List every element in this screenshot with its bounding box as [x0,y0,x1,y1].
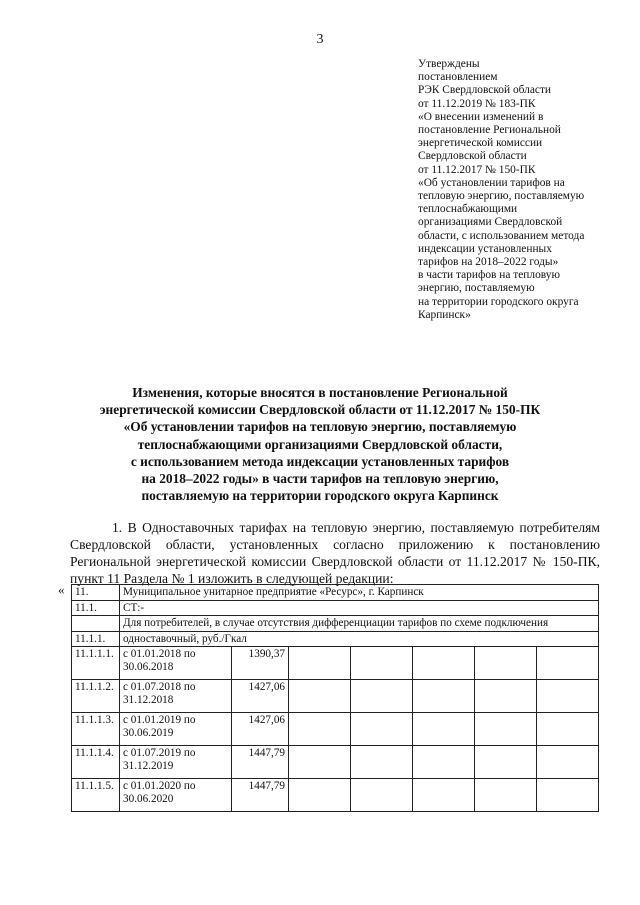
row-number-cell: 11.1.1.1. [72,647,120,680]
table-row [72,585,599,601]
period-cell: с 01.01.2018 по 30.06.2018 [120,647,232,680]
consumers-note-cell: Для потребителей, в случае отсутствия дифференциации тарифов по схеме подключения [120,616,599,632]
heading-line: «Об установлении тарифов на тепловую энергию, поставляемую [123,419,517,435]
empty-cell [537,746,599,779]
body-paragraph: 1. В Одноставочных тарифах на тепловую энергию, поставляемую потребителям Свердловской области, установленных согласно приложению к постановлению Региональной энергетической комиссии Свердловской области от 11.12.2017 № 150-ПК, пункт 11 Раздела № 1 изложить в следующей редакции: [70,520,600,586]
approval-line: «Об установлении тарифов на [418,176,565,189]
heading-line: Изменения, которые вносятся в постановление Региональной [132,385,508,400]
org-name-cell: Муниципальное унитарное предприятие «Ресурс», г. Карпинск [120,585,599,601]
approval-line: Утверждены [418,58,480,70]
empty-cell [289,680,351,713]
tariff-value-cell: 1447,79 [232,746,289,779]
tariff-value-cell: 1390,37 [232,647,289,680]
table-row [72,779,599,812]
empty-cell [537,713,599,746]
heading-line: на 2018–2022 годы» в части тарифов на тепловую энергию, [141,471,499,487]
period-cell: с 01.01.2020 по 30.06.2020 [120,779,232,812]
table-row [72,616,599,632]
approval-line: индексации установленных [418,242,552,255]
heading-line: с использованием метода индексации установленных тарифов [130,453,510,469]
org-number-cell: 11. [72,585,120,601]
tariff-value-cell: 1427,06 [232,713,289,746]
empty-cell [351,746,413,779]
empty-cell [351,779,413,812]
empty-cell [413,746,475,779]
empty-cell [537,647,599,680]
empty-cell [289,647,351,680]
empty-cell [475,713,537,746]
empty-cell [289,713,351,746]
document-heading [60,384,580,504]
table-row [72,713,599,746]
empty-cell [413,647,475,680]
empty-cell [475,647,537,680]
approval-line: энергию, поставляемую [418,282,535,295]
rate-label-cell: одноставочный, руб./Гкал [120,631,599,647]
period-cell: с 01.07.2018 по 31.12.2018 [120,680,232,713]
empty-cell [537,680,599,713]
table-row [72,680,599,713]
approval-line: Карпинск» [418,308,471,321]
st-label-cell: СТ:- [120,600,599,616]
approval-line: области, с использованием метода [418,229,585,242]
empty-cell [475,746,537,779]
approval-line: в части тарифов на тепловую [418,269,560,282]
row-number-cell: 11.1.1.4. [72,746,120,779]
empty-cell [351,647,413,680]
heading-line: поставляемую на территории городского округа Карпинск [141,488,499,504]
approval-line: РЭК Свердловской области [418,84,552,97]
approval-line: Свердловской области [418,150,527,163]
approval-line: теплоснабжающими [418,203,518,216]
empty-cell [475,779,537,812]
heading-line: теплоснабжающими организациями Свердловской области, [137,436,503,452]
tariff-value-cell: 1447,79 [232,779,289,812]
approval-line: «О внесении изменений в [418,110,544,123]
empty-cell [413,779,475,812]
empty-cell [413,680,475,713]
empty-cell [351,713,413,746]
tariff-value-cell: 1427,06 [232,680,289,713]
empty-cell [289,779,351,812]
page-number: 3 [316,32,324,47]
table-row [72,631,599,647]
heading-line: энергетической комиссии Свердловской области от 11.12.2017 № 150-ПК [99,402,541,418]
approval-line: на территории городского округа [418,295,579,308]
opening-quote: « [58,582,65,597]
approval-line: от 11.12.2017 № 150-ПК [418,163,536,176]
approval-block [418,58,628,322]
st-number-cell: 11.1. [72,600,120,616]
table-row [72,746,599,779]
empty-cell [537,779,599,812]
empty-cell [72,616,120,632]
approval-line: постановлением [418,71,498,84]
tariff-table [71,584,599,812]
approval-line: тарифов на 2018–2022 годы» [418,256,559,269]
table-row [72,647,599,680]
approval-line: организациями Свердловской [418,216,563,229]
approval-line: постановление Региональной [418,124,561,137]
empty-cell [475,680,537,713]
row-number-cell: 11.1.1.3. [72,713,120,746]
rate-number-cell: 11.1.1. [72,631,120,647]
empty-cell [289,746,351,779]
approval-line: тепловую энергию, поставляемую [418,190,585,203]
empty-cell [351,680,413,713]
approval-line: энергетической комиссии [418,137,543,150]
row-number-cell: 11.1.1.2. [72,680,120,713]
empty-cell [413,713,475,746]
row-number-cell: 11.1.1.5. [72,779,120,812]
table-row [72,600,599,616]
approval-line: от 11.12.2019 № 183-ПК [418,97,536,110]
period-cell: с 01.01.2019 по 30.06.2019 [120,713,232,746]
period-cell: с 01.07.2019 по 31.12.2019 [120,746,232,779]
